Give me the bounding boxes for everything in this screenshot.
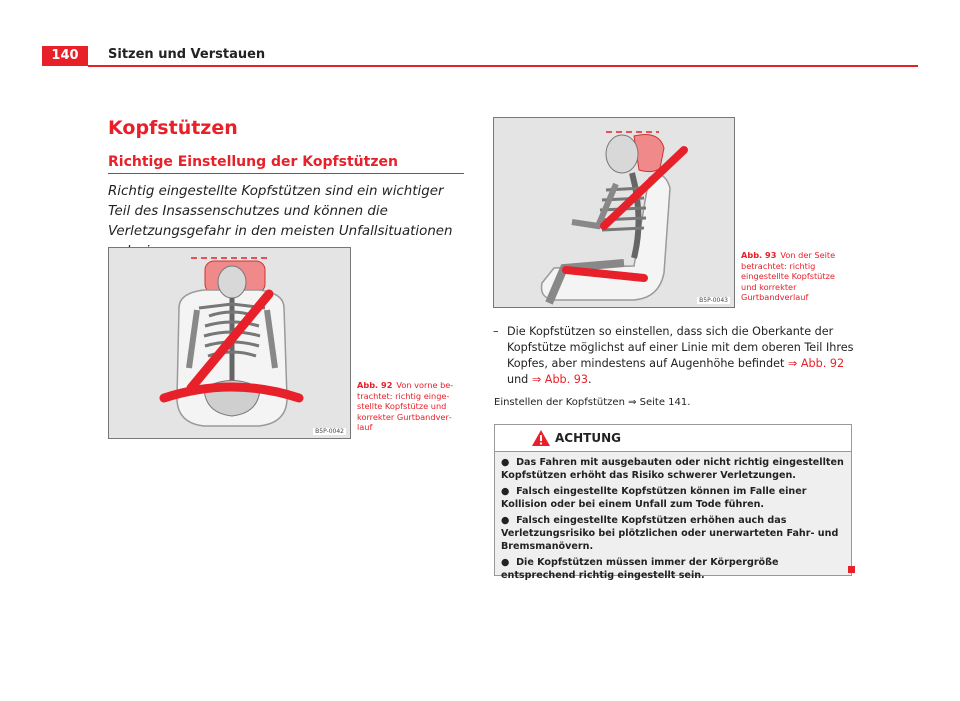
caption-label: Abb. 92 <box>357 380 393 390</box>
figure-code: B5P-0042 <box>315 428 344 435</box>
section-end-marker <box>848 566 855 573</box>
subsection-divider <box>108 173 464 174</box>
instruction-step <box>493 324 857 388</box>
warning-item <box>501 456 845 482</box>
intro-paragraph: Richtig eingestellte Kopfstützen sind ein wichtiger Teil des Insassenschutzes und können die Verletzungsgefahr in den meisten Unfallsituationen <box>108 184 453 239</box>
warning-item <box>501 485 845 511</box>
page-number: 140 <box>42 46 88 66</box>
warning-item-text: Falsch eingestellte Kopfstützen erhöhen auch das Verletzungsrisiko bei plötzlichen oder unerwarteten Fahr- und Bremsmanövern. <box>501 515 839 552</box>
reference-link-abb93[interactable]: ⇒ Abb. 93 <box>531 373 588 386</box>
figure-code: B5P-0043 <box>699 297 728 304</box>
figure-side-view <box>493 117 735 308</box>
warning-item <box>501 556 845 582</box>
caption-text: Von vorne betrachtet: richtig eingestellte Kopfstütze und korrekter Gurtbandverlauf <box>357 380 454 432</box>
cross-reference-note: Einstellen der Kopfstützen ⇒ Seite 141. <box>494 397 691 408</box>
caption-label: Abb. 93 <box>741 250 777 260</box>
bullet: ● <box>501 457 510 468</box>
warning-item-text: Das Fahren mit ausgebauten oder nicht richtig eingestellten Kopfstützen erhöht das Risiko schwerer Verletzungen. <box>501 457 844 481</box>
bullet: ● <box>501 515 510 526</box>
dash-marker: – <box>493 325 499 338</box>
section-title: Kopfstützen <box>108 117 238 139</box>
bullet: ● <box>501 486 510 497</box>
instruction-text: Die Kopfstützen so einstellen, dass sich die Oberkante der Kopfstütze möglichst auf einer Linie mit dem oberen Teil Ihres Kopfes, aber mindestens auf Augenhöhe befindet <box>507 325 854 370</box>
warning-list <box>501 456 845 585</box>
conjunction: und <box>507 373 529 386</box>
warning-item-text: Falsch eingestellte Kopfstützen können im Falle einer Kollision oder bei einem Unfall zum Tode führen. <box>501 486 807 510</box>
chapter-title: Sitzen und Verstauen <box>108 47 266 62</box>
figure-front-view <box>108 247 351 439</box>
period: . <box>588 373 592 386</box>
caption-text: Von der Seite betrachtet: richtig eingestellte Kopfstütze und korrekter Gurtbandverlauf <box>741 250 836 302</box>
warning-item-text: Die Kopfstützen müssen immer der Körpergröße entsprechend richtig eingestellt sein. <box>501 557 779 581</box>
warning-title: ACHTUNG <box>555 431 621 445</box>
front-view-illustration <box>109 248 350 438</box>
warning-box <box>494 424 852 581</box>
side-view-illustration <box>494 118 734 307</box>
figure-92-caption <box>357 380 457 433</box>
figure-93-caption <box>741 250 841 303</box>
warning-triangle-icon <box>531 429 551 447</box>
header-divider <box>88 65 918 67</box>
warning-item <box>501 514 845 553</box>
reference-link-abb92[interactable]: ⇒ Abb. 92 <box>787 357 845 370</box>
warning-header <box>495 425 851 452</box>
subsection-title: Richtige Einstellung der Kopfstützen <box>108 154 398 170</box>
bullet: ● <box>501 557 510 568</box>
